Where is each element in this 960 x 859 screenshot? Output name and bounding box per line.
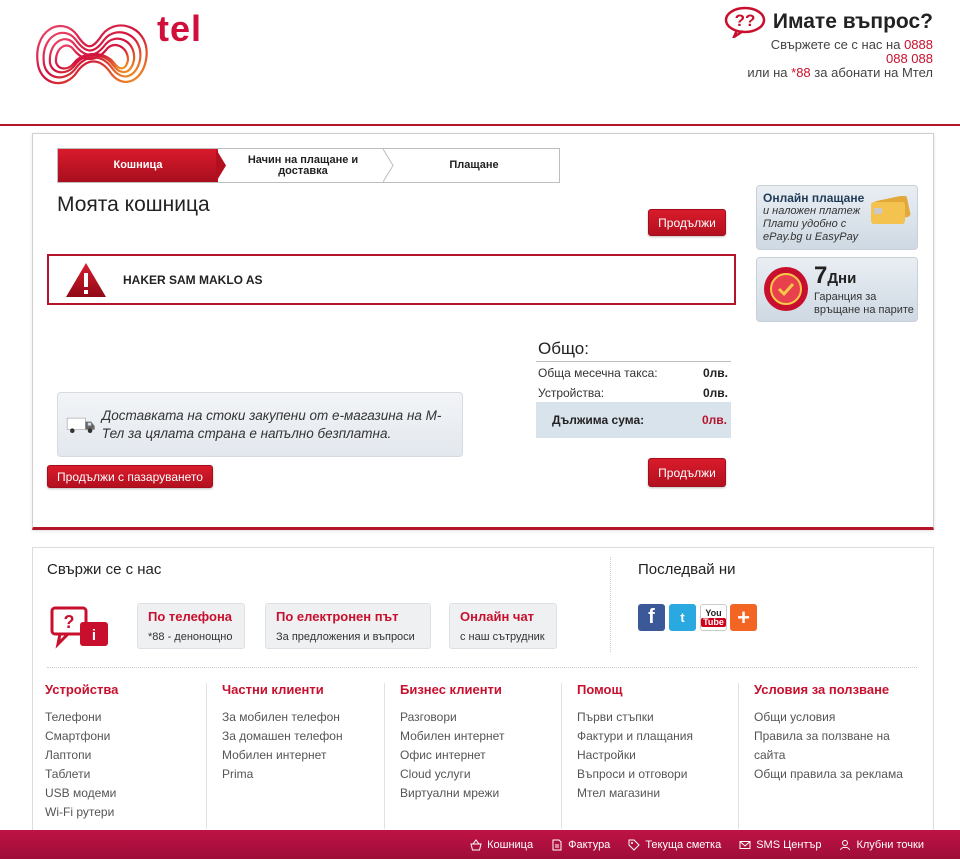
contact-title: Свържи се с нас	[47, 561, 162, 578]
phone-link[interactable]: 0888	[904, 37, 933, 52]
tag-icon	[628, 839, 640, 851]
continue-button-top[interactable]: Продължи	[648, 209, 726, 236]
footer-link[interactable]: Лаптопи	[45, 748, 92, 762]
bottom-account-link[interactable]: Текуща сметка	[628, 839, 721, 851]
user-icon	[839, 839, 851, 851]
footer-col-devices: Устройства Телефони Смартфони Лаптопи Таблети USB модеми Wi-Fi рутери	[45, 682, 215, 822]
help-block	[723, 6, 933, 80]
bottom-points-link[interactable]: Клубни точки	[839, 839, 924, 851]
totals-title: Общо:	[538, 339, 589, 358]
continue-shopping-button[interactable]: Продължи с пазаруването	[47, 465, 213, 488]
logo-text[interactable]: tel	[157, 8, 203, 49]
document-icon	[551, 839, 563, 851]
basket-icon	[470, 839, 482, 851]
bottom-sms-link[interactable]: SMS Център	[739, 839, 821, 851]
truck-icon	[66, 407, 96, 443]
footer-link[interactable]: Wi-Fi рутери	[45, 805, 115, 819]
footer-col-terms: Условия за ползване Общи условия Правила за ползване на сайта Общи правила за реклама	[754, 682, 924, 784]
amount-due: Дължима сума: 0лв.	[536, 402, 731, 438]
bottom-invoice-link[interactable]: Фактура	[551, 839, 610, 851]
money-back-promo[interactable]: 7Дни Гаранция за връщане на парите	[756, 257, 918, 322]
footer-link[interactable]: Смартфони	[45, 729, 111, 743]
bottom-cart-link[interactable]: Кошница	[470, 839, 533, 851]
footer-col-separator	[738, 683, 739, 829]
days-count: 7Дни	[814, 262, 857, 289]
footer-col-business: Бизнес клиенти Разговори Мобилен интернет Офис интернет Cloud услуги Виртуални мрежи	[400, 682, 570, 803]
youtube-icon[interactable]: You Tube	[700, 604, 727, 631]
svg-text:??: ??	[734, 11, 756, 30]
footer-link[interactable]: Въпроси и отговори	[577, 767, 688, 781]
total-row-devices: Устройства: 0лв.	[538, 386, 728, 400]
help-title	[723, 6, 933, 38]
total-row-monthly: Обща месечна такса: 0лв.	[538, 366, 728, 380]
footer-col-private: Частни клиенти За мобилен телефон За домашен телефон Мобилен интернет Prima	[222, 682, 392, 784]
footer-divider	[47, 667, 917, 668]
twitter-icon[interactable]: t	[669, 604, 696, 631]
help-title-text: Имате въпрос?	[772, 10, 933, 33]
footer-col-separator	[384, 683, 385, 829]
footer-link[interactable]: Първи стъпки	[577, 710, 654, 724]
help-line-3: или на *88 за абонати на Мтел	[747, 65, 933, 80]
step-payment-delivery[interactable]: Начин на плащане и доставка	[247, 153, 359, 177]
footer-link[interactable]: Мобилен интернет	[400, 729, 505, 743]
contact-phone-button[interactable]: По телефона *88 - денонощно	[137, 603, 245, 649]
footer-col-help: Помощ Първи стъпки Фактури и плащания Настройки Въпроси и отговори Мтел магазини	[577, 682, 747, 803]
share-plus-icon[interactable]: +	[730, 604, 757, 631]
footer-link[interactable]: USB модеми	[45, 786, 117, 800]
footer-link[interactable]: Мтел магазини	[577, 786, 661, 800]
alert-message: HAKER SAM MAKLO AS	[123, 272, 263, 287]
credit-card-icon	[869, 196, 911, 226]
warning-icon	[65, 262, 107, 298]
contact-email-button[interactable]: По електронен път За предложения и въпроси	[265, 603, 431, 649]
svg-text:?: ?	[63, 612, 75, 632]
envelope-icon	[739, 839, 751, 851]
bottom-toolbar	[0, 830, 960, 859]
free-delivery-banner	[57, 392, 463, 457]
facebook-icon[interactable]: f	[638, 604, 665, 631]
delivery-text: Доставката на стоки закупени от е-магазина на М-Тел за цялата страна е напълно безплатна.	[101, 407, 442, 441]
footer-link[interactable]: За мобилен телефон	[222, 710, 340, 724]
mtel-logo-icon[interactable]	[32, 10, 154, 90]
footer-link[interactable]: Офис интернет	[400, 748, 486, 762]
footer-link[interactable]: Таблети	[45, 767, 91, 781]
online-payment-promo[interactable]: Онлайн плащане и наложен платеж Плати удобно с ePay.bg и EasyPay	[756, 185, 918, 250]
footer-link[interactable]: Cloud услуги	[400, 767, 471, 781]
continue-button-bottom[interactable]: Продължи	[648, 458, 726, 487]
step-cart[interactable]: Кошница	[58, 149, 218, 182]
help-line-1: Свържете се с нас на 0888	[770, 37, 933, 52]
footer-col-separator	[561, 683, 562, 829]
footer-link[interactable]: Настройки	[577, 748, 636, 762]
footer-link[interactable]: Виртуални мрежи	[400, 786, 500, 800]
footer-link[interactable]: Телефони	[45, 710, 102, 724]
totals-divider	[536, 361, 731, 362]
footer-link[interactable]: Разговори	[400, 710, 457, 724]
short-code[interactable]: *88	[791, 65, 811, 80]
question-bubble-icon	[723, 6, 767, 38]
checkout-steps	[57, 148, 560, 183]
contact-chat-button[interactable]: Онлайн чат с наш сътрудник	[449, 603, 557, 649]
chat-bubbles-icon	[50, 606, 112, 652]
footer-col-separator	[206, 683, 207, 829]
footer-link[interactable]: Мобилен интернет	[222, 748, 327, 762]
footer-link[interactable]: За домашен телефон	[222, 729, 343, 743]
alert-box	[47, 254, 736, 305]
footer-link[interactable]: Общи правила за реклама	[754, 767, 903, 781]
header-divider	[0, 124, 960, 126]
section-divider	[610, 557, 611, 652]
footer-link[interactable]: Правила за ползване на сайта	[754, 729, 890, 762]
follow-title: Последвай ни	[638, 561, 736, 578]
svg-text:i: i	[91, 627, 97, 644]
money-back-badge-icon	[763, 266, 809, 312]
footer-link[interactable]: Общи условия	[754, 710, 836, 724]
page-title: Моята кошница	[57, 193, 210, 216]
phone-link-2[interactable]: 088 088	[886, 51, 933, 66]
footer-link[interactable]: Prima	[222, 767, 254, 781]
footer-link[interactable]: Фактури и плащания	[577, 729, 693, 743]
step-payment[interactable]: Плащане	[449, 159, 499, 171]
